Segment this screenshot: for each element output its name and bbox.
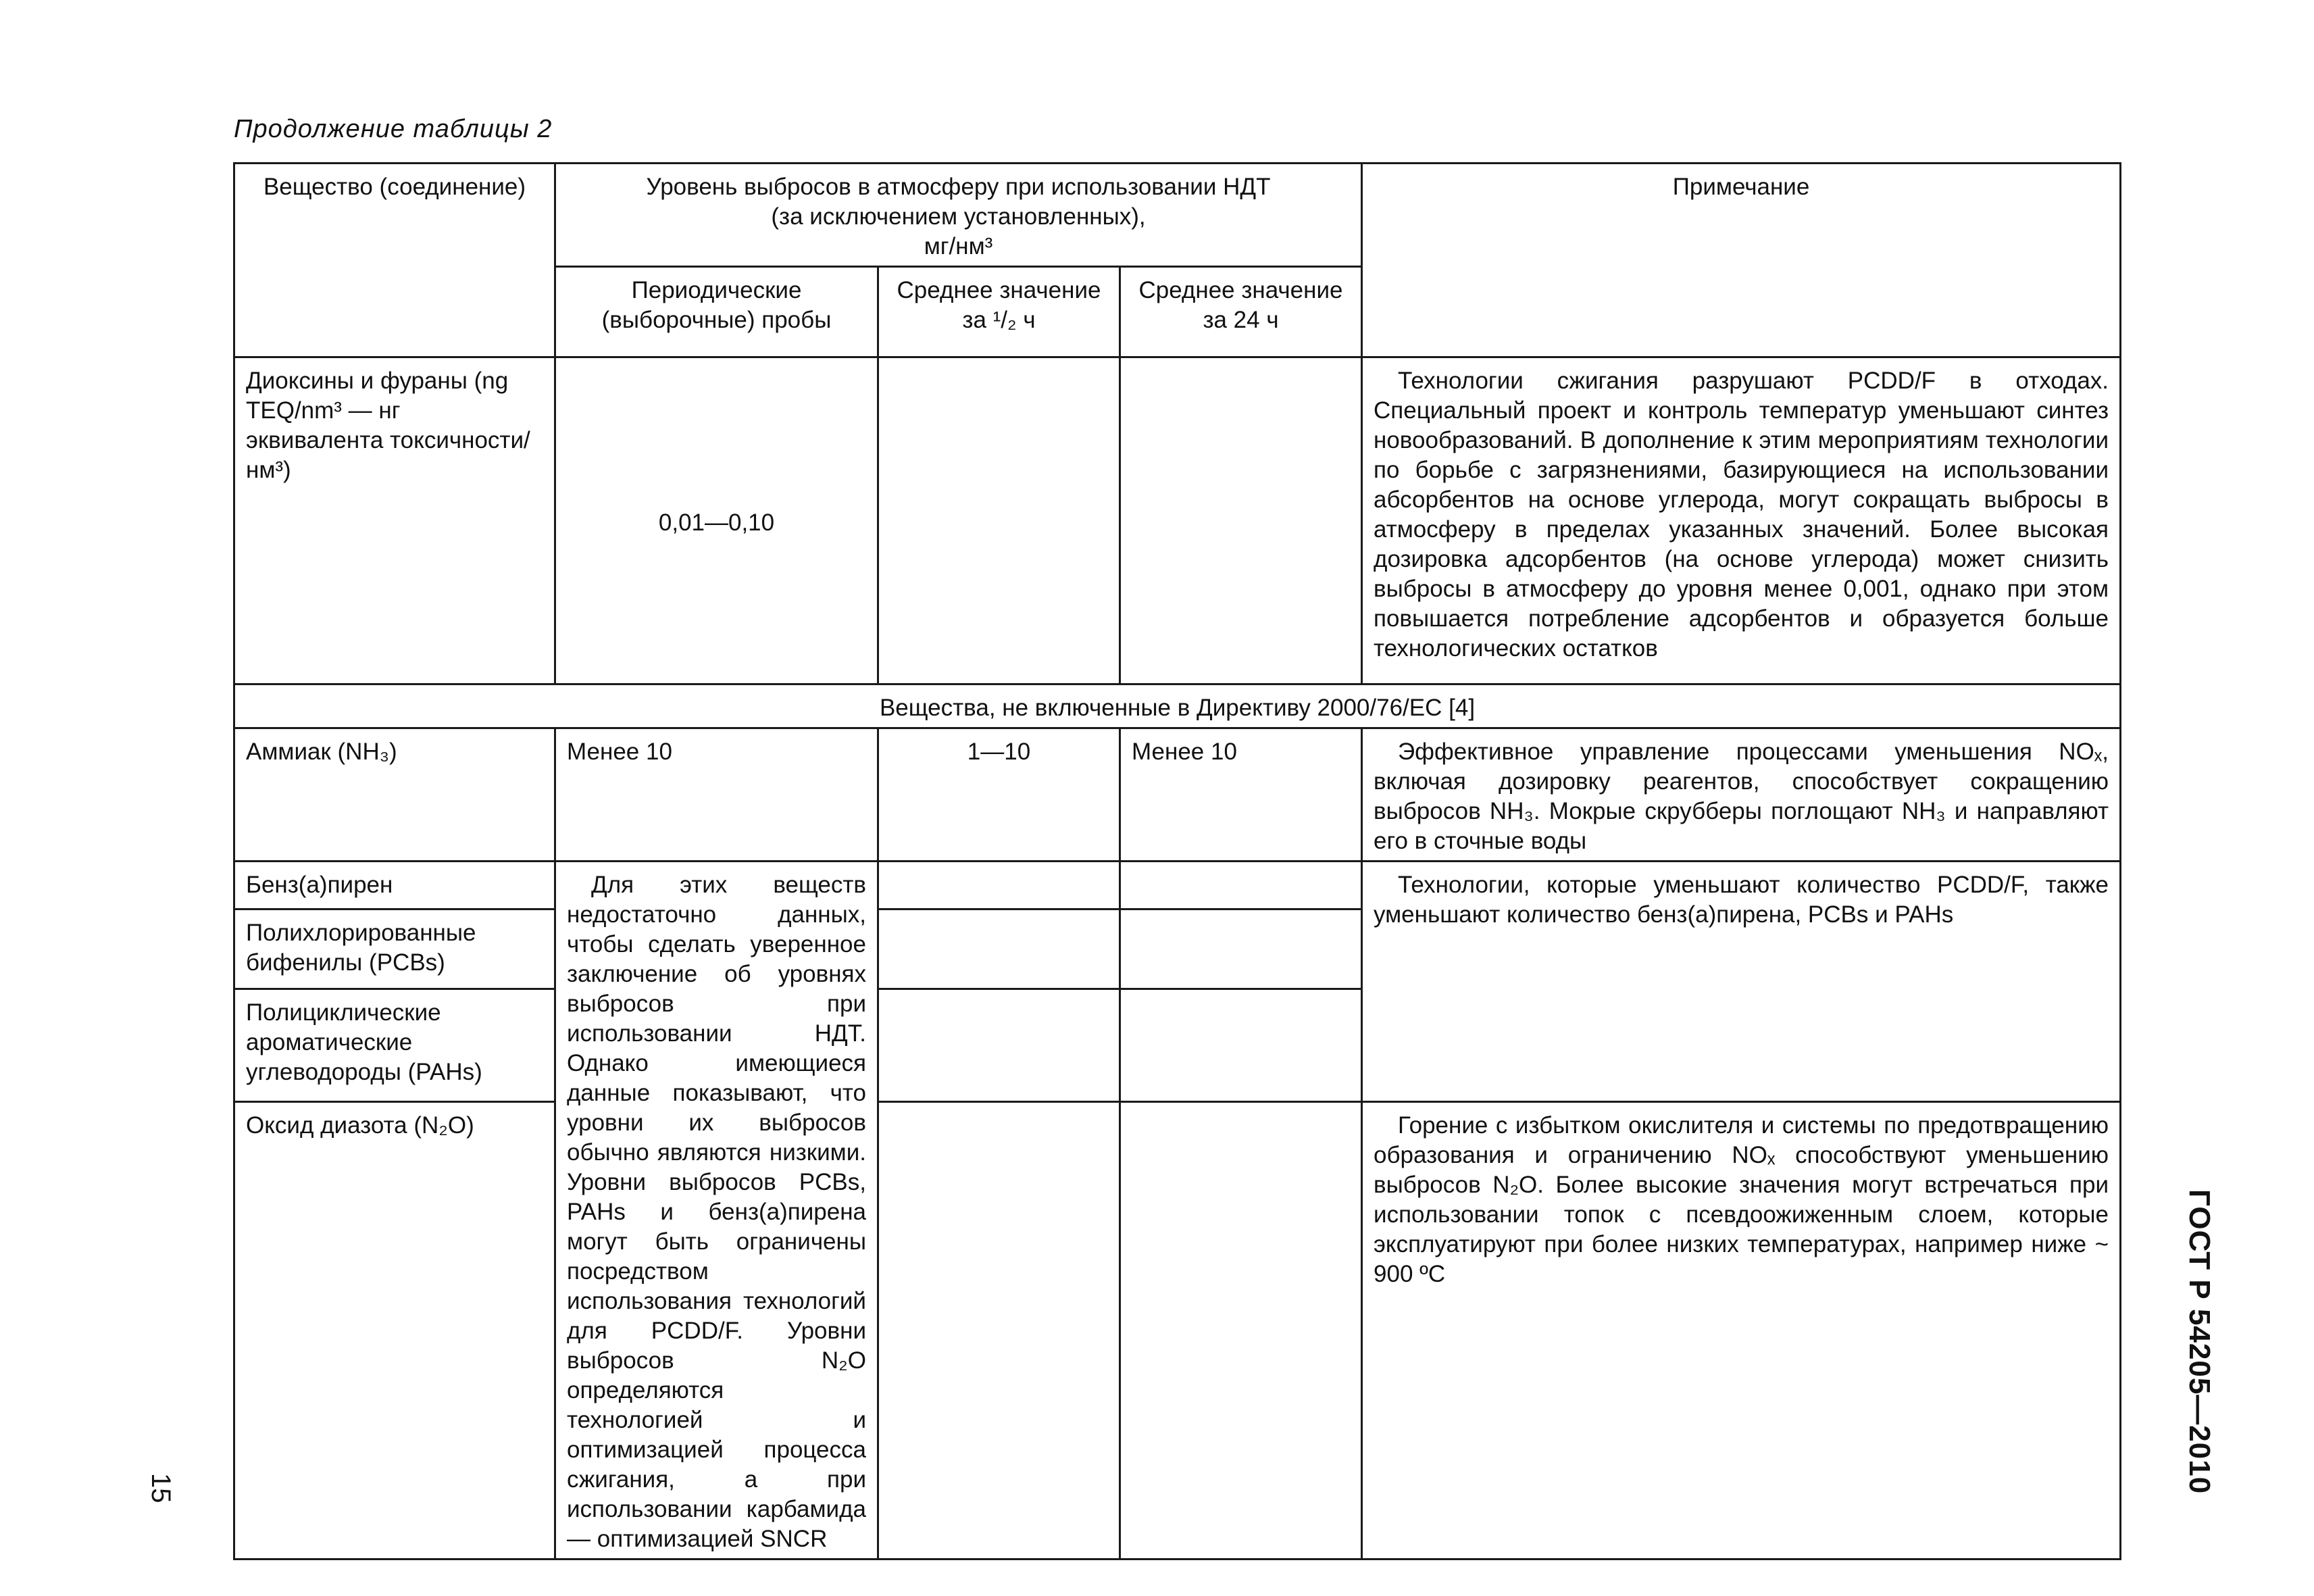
- value-ammonia-half-hour: 1—10: [878, 728, 1120, 862]
- value-pahs-24h: [1120, 989, 1362, 1102]
- value-dioxins-24h: [1120, 357, 1362, 684]
- value-pcbs-24h: [1120, 909, 1362, 989]
- table-row: [234, 1101, 2121, 1559]
- substance-n2o: Оксид диазота (N₂O): [234, 1101, 555, 1559]
- emissions-table: [233, 162, 2121, 1560]
- header-avg-24h: Среднее значение за 24 ч: [1120, 267, 1362, 357]
- header-note: Примечание: [1362, 164, 2121, 357]
- substance-pcbs: Полихлорированные бифенилы (PCBs): [234, 909, 555, 989]
- value-dioxins-periodic: 0,01—0,10: [555, 357, 878, 684]
- header-emission-level: Уровень выбросов в атмосферу при использовании НДТ (за исключением установленных), мг/нм³: [555, 164, 1362, 267]
- page-number: 15: [146, 1473, 176, 1503]
- substance-benzpyrene: Бенз(а)пирен: [234, 862, 555, 909]
- value-benzpyrene-half-hour: [878, 862, 1120, 909]
- header-avg-half-hour: Среднее значение за ¹/₂ ч: [878, 267, 1120, 357]
- value-pahs-half-hour: [878, 989, 1120, 1102]
- table-caption: Продолжение таблицы 2: [234, 115, 553, 143]
- note-n2o: Горение с избытком окислителя и системы по предотвращению образования и ограничению NOₓ способствуют уменьшению выбросов N₂O. Более высокие значения могут встречаться при использовании топок с псевдоожиженным слоем, которые эксплуатируют при более низких температурах, например ниже ~ 900 ºС: [1362, 1101, 2121, 1559]
- value-ammonia-periodic: Менее 10: [555, 728, 878, 862]
- substance-ammonia: Аммиак (NH₃): [234, 728, 555, 862]
- value-n2o-24h: [1120, 1101, 1362, 1559]
- value-benzpyrene-24h: [1120, 862, 1362, 909]
- table-row: [234, 357, 2121, 684]
- value-ammonia-24h: Менее 10: [1120, 728, 1362, 862]
- document-code: ГОСТ Р 54205—2010: [2183, 1189, 2216, 1495]
- note-pcdd-group: Технологии, которые уменьшают количество PCDD/F, также уменьшают количество бенз(а)пирена, PCBs и PAHs: [1362, 862, 2121, 1102]
- merged-periodic-note: Для этих веществ недостаточно данных, чтобы сделать уверенное заключение об уровнях выбросов при использовании НДТ. Однако имеющиеся данные показывают, что уровни их выбросов обычно являются низкими. Уровни выбросов PCBs, PAHs и бенз(а)пирена могут быть ограничены посредством использования технологий для PCDD/F. Уровни выбросов N₂O определяются технологией и оптимизацией процесса сжигания, а при использовании карбамида — оптимизацией SNCR: [555, 862, 878, 1560]
- note-ammonia: Эффективное управление процессами уменьшения NOₓ, включая дозировку реагентов, способствует сокращению выбросов NH₃. Мокрые скрубберы поглощают NH₃ и направляют его в сточные воды: [1362, 728, 2121, 862]
- substance-dioxins: Диоксины и фураны (ng TEQ/nm³ — нг эквивалента токсичности/нм³): [234, 357, 555, 684]
- value-n2o-half-hour: [878, 1101, 1120, 1559]
- table-row: [234, 862, 2121, 909]
- value-pcbs-half-hour: [878, 909, 1120, 989]
- substance-pahs: Полициклические ароматические углеводороды (PAHs): [234, 989, 555, 1102]
- note-dioxins: Технологии сжигания разрушают PCDD/F в отходах. Специальный проект и контроль температур уменьшают синтез новообразований. В дополнение к этим мероприятиям технологии по борьбе с загрязнениями, базирующиеся на использовании абсорбентов на основе углерода, могут сокращать выбросы в атмосферу в пределах указанных значений. Более высокая дозировка адсорбентов (на основе углерода) может снизить выбросы в атмосферу до уровня менее 0,001, однако при этом повышается потребление адсорбентов и образуется больше технологических остатков: [1362, 357, 2121, 684]
- table-row: [234, 728, 2121, 862]
- header-periodic: Периодические (выборочные) пробы: [555, 267, 878, 357]
- value-dioxins-half-hour: [878, 357, 1120, 684]
- header-substance: Вещество (соединение): [234, 164, 555, 357]
- section-title: Вещества, не включенные в Директиву 2000/76/ЕС [4]: [234, 684, 2121, 728]
